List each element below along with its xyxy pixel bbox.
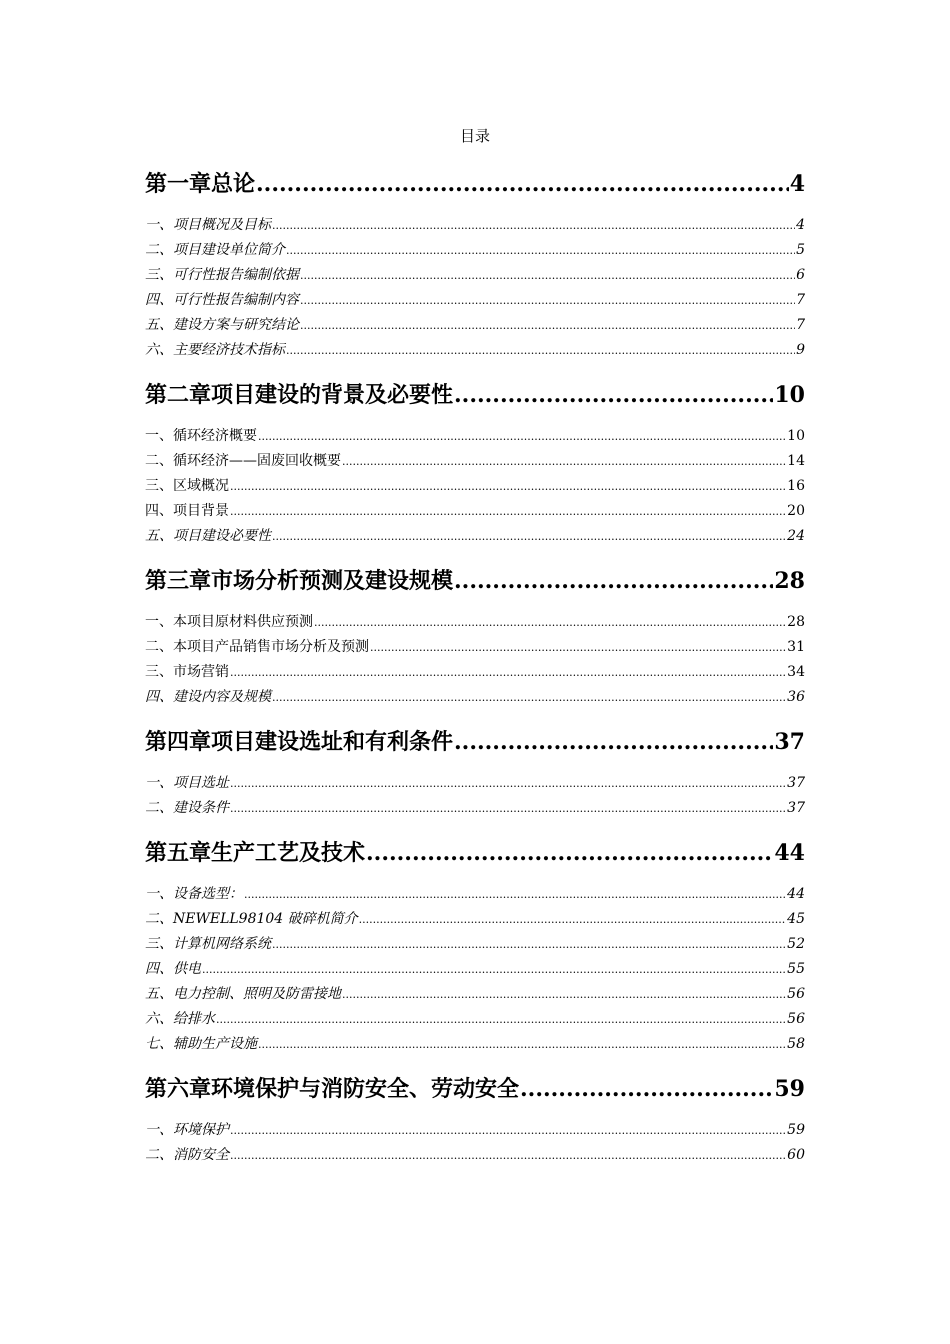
toc-section-entry[interactable]	[145, 796, 805, 821]
toc-leader-dots	[272, 932, 786, 957]
toc-section-entry[interactable]	[145, 1143, 805, 1168]
toc-section-title: 四、供电	[145, 961, 201, 977]
toc-section-page: 20	[787, 503, 805, 519]
toc-section-entry[interactable]	[145, 424, 805, 449]
toc-title: 目录	[459, 127, 490, 145]
toc-chapter-page: 4	[789, 171, 805, 197]
toc-leader-dots	[300, 288, 795, 313]
toc-leader-dots	[300, 263, 795, 288]
toc-section-title: 二、NEWELL98104 破碎机简介	[145, 911, 358, 927]
toc-section-title: 三、区域概况	[145, 478, 229, 494]
toc-leader-dots	[230, 1143, 786, 1168]
toc-leader-dots	[300, 313, 795, 338]
toc-section-page: 9	[796, 342, 805, 358]
toc-section-entry[interactable]	[145, 957, 805, 982]
toc-leader-dots	[258, 1032, 786, 1057]
toc-section-entry[interactable]	[145, 213, 805, 238]
toc-section-title: 四、项目背景	[145, 503, 229, 519]
toc-leader-dots	[454, 722, 773, 762]
toc-section-entry[interactable]	[145, 685, 805, 710]
toc-section-entry[interactable]	[145, 982, 805, 1007]
toc-section-entry[interactable]	[145, 263, 805, 288]
toc-leader-dots	[272, 685, 786, 710]
toc-section-entry[interactable]	[145, 1007, 805, 1032]
toc-chapter-group	[145, 722, 805, 821]
toc-chapter-title: 第二章项目建设的背景及必要性	[145, 382, 454, 408]
toc-leader-dots	[258, 424, 786, 449]
toc-section-entry[interactable]	[145, 1118, 805, 1143]
toc-leader-dots	[230, 771, 786, 796]
toc-section-page: 55	[787, 961, 805, 977]
toc-section-title: 二、项目建设单位简介	[145, 242, 285, 258]
toc-section-title: 四、建设内容及规模	[145, 689, 271, 705]
toc-section-entry[interactable]	[145, 660, 805, 685]
toc-leader-dots	[370, 635, 786, 660]
toc-leader-dots	[256, 164, 789, 204]
toc-section-entry[interactable]	[145, 1032, 805, 1057]
toc-section-page: 4	[796, 217, 805, 233]
toc-section-entry[interactable]	[145, 932, 805, 957]
toc-section-title: 三、可行性报告编制依据	[145, 267, 299, 283]
toc-section-title: 五、电力控制、照明及防雷接地	[145, 986, 341, 1002]
toc-leader-dots	[342, 449, 786, 474]
toc-leader-dots	[359, 907, 787, 932]
toc-section-page: 44	[787, 886, 805, 902]
toc-section-entry[interactable]	[145, 499, 805, 524]
toc-leader-dots	[272, 524, 786, 549]
toc-section-entry[interactable]	[145, 882, 805, 907]
toc-leader-dots	[230, 499, 786, 524]
toc-section-title: 二、本项目产品销售市场分析及预测	[145, 639, 369, 655]
toc-chapter-title: 第三章市场分析预测及建设规模	[145, 568, 454, 594]
toc-section-entry[interactable]	[145, 610, 805, 635]
toc-section-entry[interactable]	[145, 907, 805, 932]
toc-section-page: 24	[787, 528, 805, 544]
toc-section-title: 六、主要经济技术指标	[145, 342, 285, 358]
toc-chapter-page: 44	[774, 840, 805, 866]
toc-chapter-page: 10	[774, 382, 805, 408]
toc-leader-dots	[230, 660, 786, 685]
toc-leader-dots	[314, 610, 786, 635]
toc-section-entry[interactable]	[145, 474, 805, 499]
toc-section-page: 28	[787, 614, 805, 630]
toc-leader-dots	[454, 561, 773, 601]
toc-section-page: 37	[787, 775, 805, 791]
toc-chapter-title: 第四章项目建设选址和有利条件	[145, 729, 454, 755]
toc-leader-dots	[286, 238, 795, 263]
toc-section-title: 一、项目选址	[145, 775, 229, 791]
table-of-contents	[145, 164, 805, 1180]
toc-leader-dots	[230, 796, 786, 821]
toc-chapter-group	[145, 1069, 805, 1168]
toc-chapter-group	[145, 833, 805, 1057]
toc-leader-dots	[520, 1069, 773, 1109]
toc-section-entry[interactable]	[145, 288, 805, 313]
toc-section-title: 二、建设条件	[145, 800, 229, 816]
toc-leader-dots	[286, 338, 795, 363]
toc-chapter-entry[interactable]	[145, 722, 805, 762]
toc-section-title: 一、环境保护	[145, 1122, 229, 1138]
toc-section-entry[interactable]	[145, 771, 805, 796]
toc-section-page: 5	[796, 242, 805, 258]
toc-chapter-title: 第五章生产工艺及技术	[145, 840, 366, 866]
toc-section-page: 10	[787, 428, 805, 444]
toc-section-page: 56	[787, 986, 805, 1002]
toc-chapter-entry[interactable]	[145, 164, 805, 204]
toc-section-title: 一、设备选型：	[145, 886, 243, 902]
toc-leader-dots	[202, 957, 786, 982]
toc-section-title: 六、给排水	[145, 1011, 215, 1027]
toc-leader-dots	[272, 213, 795, 238]
toc-section-title: 一、项目概况及目标	[145, 217, 271, 233]
toc-chapter-entry[interactable]	[145, 375, 805, 415]
toc-chapter-title: 第一章总论	[145, 171, 256, 197]
toc-section-title: 七、辅助生产设施	[145, 1036, 257, 1052]
toc-section-entry[interactable]	[145, 449, 805, 474]
toc-section-title: 五、项目建设必要性	[145, 528, 271, 544]
toc-section-page: 56	[787, 1011, 805, 1027]
toc-section-page: 36	[787, 689, 805, 705]
toc-section-page: 52	[787, 936, 805, 952]
toc-chapter-page: 28	[774, 568, 805, 594]
toc-chapter-entry[interactable]	[145, 1069, 805, 1109]
toc-section-title: 二、循环经济——固废回收概要	[145, 453, 341, 469]
toc-section-entry[interactable]	[145, 338, 805, 363]
toc-leader-dots	[342, 982, 786, 1007]
toc-section-page: 45	[787, 911, 805, 927]
toc-section-page: 7	[796, 292, 805, 308]
toc-section-page: 16	[787, 478, 805, 494]
toc-chapter-group	[145, 561, 805, 710]
toc-section-page: 34	[787, 664, 805, 680]
toc-chapter-entry[interactable]	[145, 833, 805, 873]
toc-section-page: 58	[787, 1036, 805, 1052]
toc-section-page: 7	[796, 317, 805, 333]
toc-leader-dots	[230, 1118, 786, 1143]
toc-chapter-title: 第六章环境保护与消防安全、劳动安全	[145, 1076, 520, 1102]
toc-chapter-group	[145, 375, 805, 549]
toc-section-page: 37	[787, 800, 805, 816]
toc-leader-dots	[216, 1007, 786, 1032]
toc-section-page: 31	[787, 639, 805, 655]
toc-section-title: 一、本项目原材料供应预测	[145, 614, 313, 630]
toc-section-title: 五、建设方案与研究结论	[145, 317, 299, 333]
toc-section-title: 四、可行性报告编制内容	[145, 292, 299, 308]
toc-chapter-page: 59	[774, 1076, 805, 1102]
toc-chapter-entry[interactable]	[145, 561, 805, 601]
toc-leader-dots	[230, 474, 786, 499]
toc-chapter-page: 37	[774, 729, 805, 755]
toc-leader-dots	[244, 882, 786, 907]
toc-section-page: 14	[787, 453, 805, 469]
toc-section-page: 59	[787, 1122, 805, 1138]
toc-section-entry[interactable]	[145, 313, 805, 338]
toc-section-title: 一、循环经济概要	[145, 428, 257, 444]
toc-section-entry[interactable]	[145, 238, 805, 263]
toc-section-title: 三、市场营销	[145, 664, 229, 680]
toc-leader-dots	[454, 375, 773, 415]
toc-section-title: 二、消防安全	[145, 1147, 229, 1163]
toc-leader-dots	[366, 833, 773, 873]
toc-section-page: 6	[796, 267, 805, 283]
toc-section-page: 60	[787, 1147, 805, 1163]
toc-chapter-group	[145, 164, 805, 363]
toc-section-entry[interactable]	[145, 635, 805, 660]
toc-section-title: 三、计算机网络系统	[145, 936, 271, 952]
toc-section-entry[interactable]	[145, 524, 805, 549]
